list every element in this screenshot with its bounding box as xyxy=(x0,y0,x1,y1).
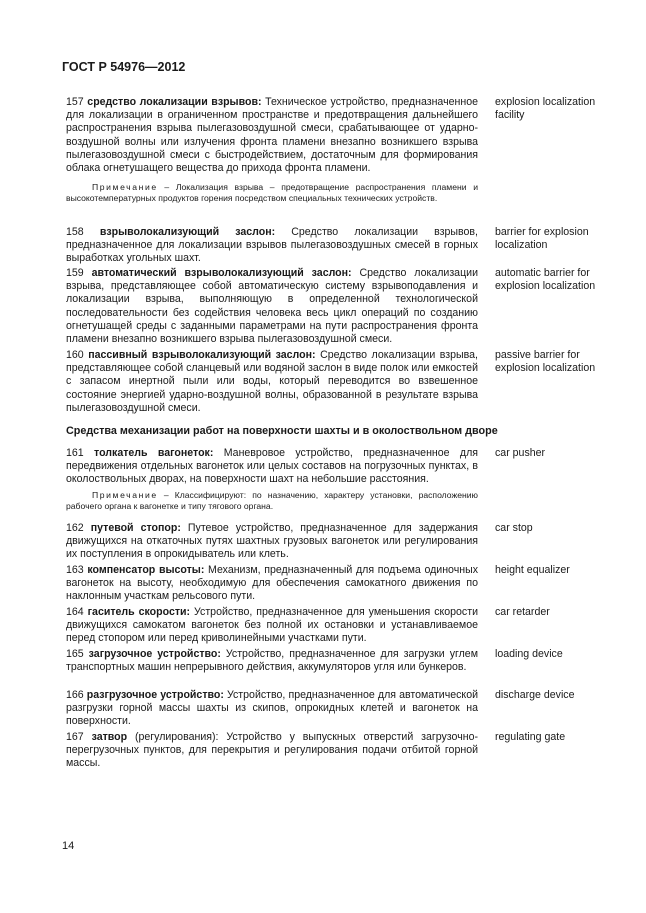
term-number: 160 xyxy=(66,349,84,361)
term-number: 166 xyxy=(66,689,84,701)
term-definition: Механизм, предназначенный для подъема одиночных вагонеток на высоту, необходимую для обеспечения самокатного движения по наклонным участкам рельсового пути. xyxy=(66,564,478,603)
term-name: взрыволокализующий заслон: xyxy=(99,226,276,238)
page-number: 14 xyxy=(62,840,75,852)
term-name: разгрузочное устройство: xyxy=(86,689,224,701)
term-english-157: explosion localization facility xyxy=(495,96,596,122)
term-name: толкатель вагонеток: xyxy=(94,447,214,459)
term-number: 165 xyxy=(66,648,84,660)
term-english-163: height equalizer xyxy=(495,564,570,576)
term-definition: Устройство, предназначенное для автоматической разгрузки горной массы шахты из скипов, опрокидных клетей и вагонеток на поверхности. xyxy=(66,689,478,728)
document-header: ГОСТ Р 54976—2012 xyxy=(62,60,186,74)
term-definition: Маневровое устройство, предназначенное для передвижения отдельных вагонеток или целых составов на погрузочных пунктах, в околоствольных дворах, на поверхности шахт на небольшие расстояния. xyxy=(66,447,479,486)
term-name: загрузочное устройство: xyxy=(88,648,221,660)
term-entry-161 xyxy=(66,447,478,487)
term-entry-162 xyxy=(66,522,478,562)
term-name: пассивный взрыволокализующий заслон: xyxy=(88,349,316,361)
term-entry-163 xyxy=(66,564,478,604)
term-number: 164 xyxy=(66,606,84,618)
term-definition: Устройство, предназначенное для загрузки углем транспортных машин непрерывного действия, аккумуляторов угля или бункеров. xyxy=(66,648,478,674)
term-definition: Средство локализации взрыва, представляющее собой сланцевый или водяной заслон в виде полок или емкостей с запасом инертной пыли или воды, который переводится во взвешенное состояние энергией ударно-воздушной волны, образованной в результате взрыва пылегазовоздушной смеси. xyxy=(66,349,479,414)
term-entry-158 xyxy=(66,226,478,266)
note-text: – Классифицируют: по назначению, характеру установки, расположению рабочего органа к вагонетке и типу тягового органа. xyxy=(66,490,478,511)
term-entry-159 xyxy=(66,267,478,346)
term-definition: Техническое устройство, предназначенное для локализации в ограниченном пространстве и предотвращения дальнейшего распространения взрыва пылегазовоздушной смеси, срабатывающее от ударно-воздушной волны или излучения фронта пламени внезапно возникшего взрыва пылегазовоздушной смеси с быстродействием, достаточным для формирования облака огнетушащего вещества до прихода фронта пламени. xyxy=(66,96,478,175)
term-english-159: automatic barrier for explosion localization xyxy=(495,267,596,293)
term-entry-157 xyxy=(66,96,478,175)
term-number: 158 xyxy=(66,226,84,238)
term-english-167: regulating gate xyxy=(495,731,566,743)
note-label: Примечание xyxy=(92,490,158,500)
term-english-164: car retarder xyxy=(495,606,550,618)
term-entry-166 xyxy=(66,689,478,729)
note-label: Примечание xyxy=(92,182,158,192)
term-name: автоматический взрыволокализующий заслон: xyxy=(91,267,352,279)
note-157 xyxy=(66,182,478,204)
term-number: 163 xyxy=(66,564,84,576)
term-name: затвор xyxy=(91,731,128,743)
term-entry-164 xyxy=(66,606,478,646)
term-entry-167 xyxy=(66,731,478,771)
term-name: средство локализации взрывов: xyxy=(87,96,262,108)
term-number: 161 xyxy=(66,447,84,459)
term-english-161: car pusher xyxy=(495,447,546,459)
term-definition: Средство локализации взрыва, представляющее собой автоматическую систему взрывоподавления и локализации взрыва, выполняющую в определенной технологической последовательности без содействия человека весь цикл операций по созданию огнетушащей среды с заданными параметрами на пути распространения фронта пламени внезапно возникшего взрыва пылегазовоздушной смеси. xyxy=(66,267,478,346)
term-number: 162 xyxy=(66,522,84,534)
term-number: 157 xyxy=(66,96,84,108)
term-definition: Устройство, предназначенное для уменьшения скорости движущихся самокатом вагонеток без полной их остановки и устанавливаемое перед стопором или перед криволинейными участками пути. xyxy=(66,606,478,645)
term-name: компенсатор высоты: xyxy=(87,564,205,576)
term-number: 159 xyxy=(66,267,84,279)
term-english-165: loading device xyxy=(495,648,563,660)
section-title: Средства механизации работ на поверхности шахты и в околоствольном дворе xyxy=(66,425,498,437)
term-definition: Путевое устройство, предназначенное для задержания движущихся на откаточных путях шахтных грузовых вагонеток или регулирования их поступления в опрокидыватель или клеть. xyxy=(66,522,478,561)
term-entry-165 xyxy=(66,648,478,674)
term-english-160: passive barrier for explosion localization xyxy=(495,349,596,375)
term-name: гаситель скорости: xyxy=(87,606,191,618)
term-english-166: discharge device xyxy=(495,689,575,701)
term-number: 167 xyxy=(66,731,84,743)
note-161 xyxy=(66,490,478,512)
term-english-158: barrier for explosion localization xyxy=(495,226,589,252)
term-name: путевой стопор: xyxy=(90,522,181,534)
term-definition: Средство локализации взрывов, предназначенное для локализации взрывов пылегазовоздушных смесей в горных выработках угольных шахт. xyxy=(66,226,479,265)
note-text: – Локализация взрыва – предотвращение распространения пламени и высокотемпературных продуктов горения посредством специальных технических устройств. xyxy=(66,182,478,203)
term-english-162: car stop xyxy=(495,522,533,534)
term-definition: (регулирования): Устройство у выпускных отверстий загрузочно-перегрузочных пунктов, для перекрытия и регулирования подачи отбитой горной массы. xyxy=(66,731,478,770)
term-entry-160 xyxy=(66,349,478,415)
